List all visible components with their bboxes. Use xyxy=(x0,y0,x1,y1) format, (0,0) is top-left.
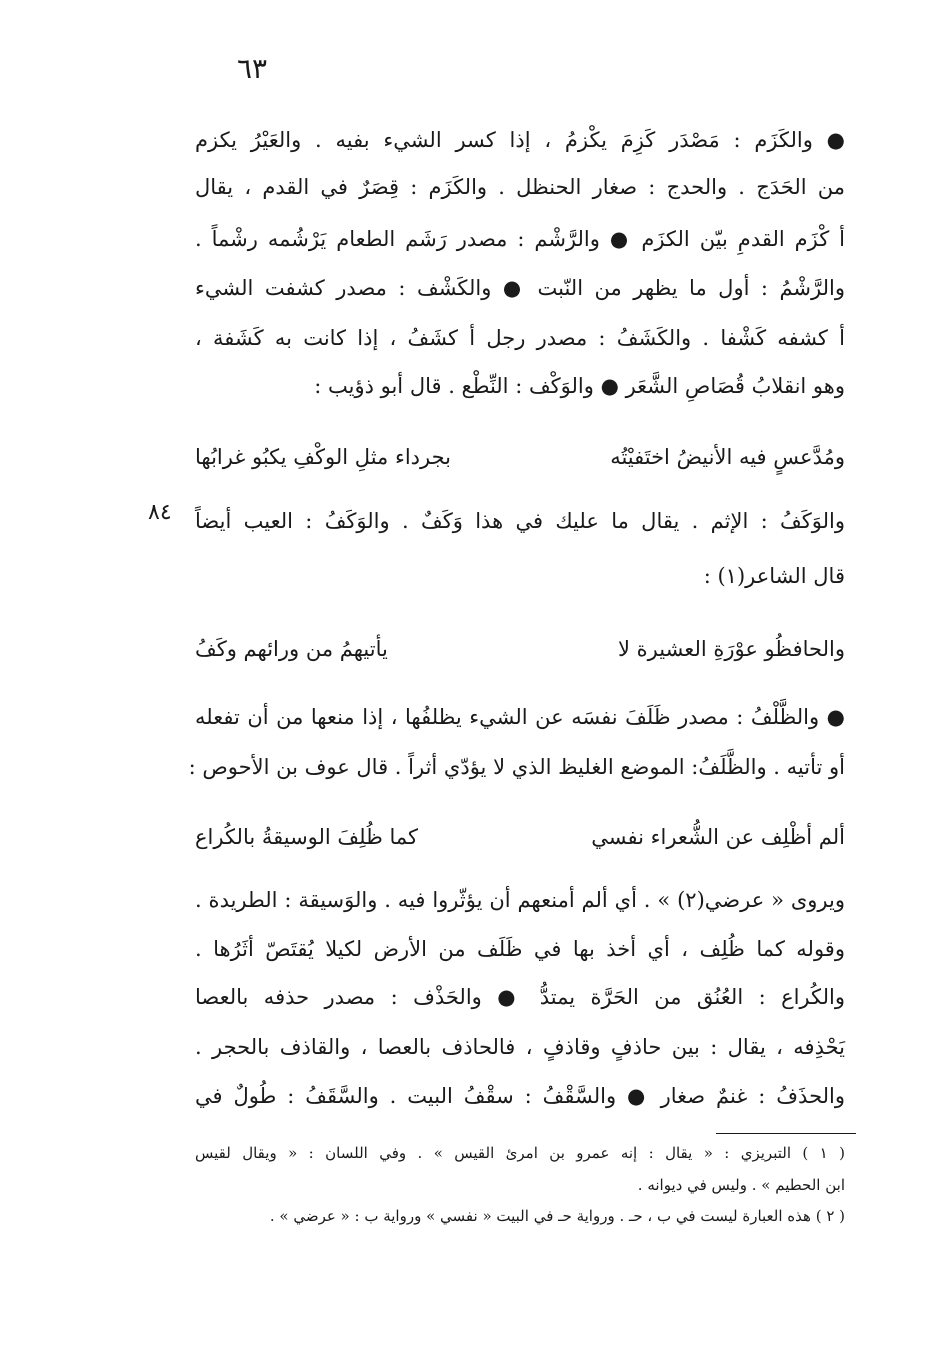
text-line: يَحْذِفه ، يقال : بين حاذفٍ وقاذفٍ ، فالحاذف بالعصا ، والقاذف بالحجر . xyxy=(195,1035,845,1059)
text-line: ويروى « عرضي(٢) » . أي ألم أمنعهم أن يؤثّروا فيه . والوَسيقة : الطريدة . xyxy=(195,888,845,912)
page-number: ٦٣ xyxy=(236,52,268,85)
text-line: وقوله كما ظُلِف ، أي أخذ بها في ظَلَف من الأرض لكيلا يُقتَصّ أثَرُها . xyxy=(195,937,845,961)
verse-second-hemistich: كما ظُلِفَ الوسيقةُ بالكُراع xyxy=(195,825,419,849)
verse-first-hemistich: ومُدَّعسٍ فيه الأنيضُ اختَفيْتُه xyxy=(610,445,845,469)
text-line: والوَكَفُ : الإثم . يقال ما عليك في هذا وَكَفٌ . والوَكَفُ : العيب أيضاً xyxy=(195,509,845,533)
text-line: أ كشفه كَشْفا . والكَشَفُ : مصدر رجل أ كشَفُ ، إذا كانت به كَشَفة ، xyxy=(195,326,845,350)
verse-line xyxy=(195,629,845,669)
text-line: والرَّشْمُ : أول ما يظهر من النّبت ● والكَشْف : مصدر كشفت الشيء xyxy=(195,276,845,300)
margin-number: ٨٤ xyxy=(148,500,172,525)
text-line: ● والظَّلْفُ : مصدر ظَلَفَ نفسَه عن الشيء يظلفُها ، إذا منعها من أن تفعله xyxy=(195,705,845,729)
text-line: والكُراع : العُنُق من الحَرَّة يمتدُّ ● والحَذْف : مصدر حذفه بالعصا xyxy=(195,985,845,1009)
footnote-line: ( ٢ ) هذه العبارة ليست في ب ، حـ . ورواية حـ في البيت « نفسي » ورواية ب : « عرضي » . xyxy=(269,1207,845,1225)
verse-second-hemistich: يأتيهمُ من ورائهم وكَفُ xyxy=(195,637,388,661)
footnote-line: ابن الحطيم » . وليس في ديوانه . xyxy=(637,1176,845,1194)
text-line: أو تأتيه . والظَّلَفُ: الموضع الغليظ الذي لا يؤدّي أثراً . قال عوف بن الأحوص : xyxy=(188,755,845,779)
text-line: أ كْزَم القدمِ بيّن الكزَم ● والرَّشْم : مصدر رَشَم الطعام يَرْشُمه رشْماً . xyxy=(195,227,845,251)
text-line: من الحَدَج . والحدج : صغار الحنظل . والكَزَم : قِصَرٌ في القدم ، يقال xyxy=(195,175,845,199)
text-line: والحذَفُ : غنمٌ صغار ● والسَّقْفُ : سقْفُ البيت . والسَّقَفُ : طُولٌ في xyxy=(195,1084,845,1108)
verse-first-hemistich: والحافظُو عوْرَةِ العشيرة لا xyxy=(618,637,845,661)
footnote-line: ( ١ ) التبريزي : « يقال : إنه عمرو بن امرئ القيس » . وفي اللسان : « ويقال لقيس xyxy=(195,1144,845,1162)
text-line: قال الشاعر(١) : xyxy=(703,564,845,588)
verse-line xyxy=(195,437,845,477)
verse-second-hemistich: بجرداء مثلِ الوكْفِ يكبُو غرابُها xyxy=(195,445,452,469)
verse-line xyxy=(195,817,845,857)
text-line: وهو انقلابُ قُصَاصِ الشَّعَر ● والوَكْف : النِّطْع . قال أبو ذؤيب : xyxy=(314,374,845,398)
text-line: ● والكَزَم : مَصْدَر كَزِمَ يكْزمُ ، إذا كسر الشيء بفيه . والعَيْرُ يكزم xyxy=(195,128,845,152)
verse-first-hemistich: ألم أظْلِف عن الشُّعراء نفسي xyxy=(591,825,845,849)
footnote-rule xyxy=(716,1133,856,1134)
